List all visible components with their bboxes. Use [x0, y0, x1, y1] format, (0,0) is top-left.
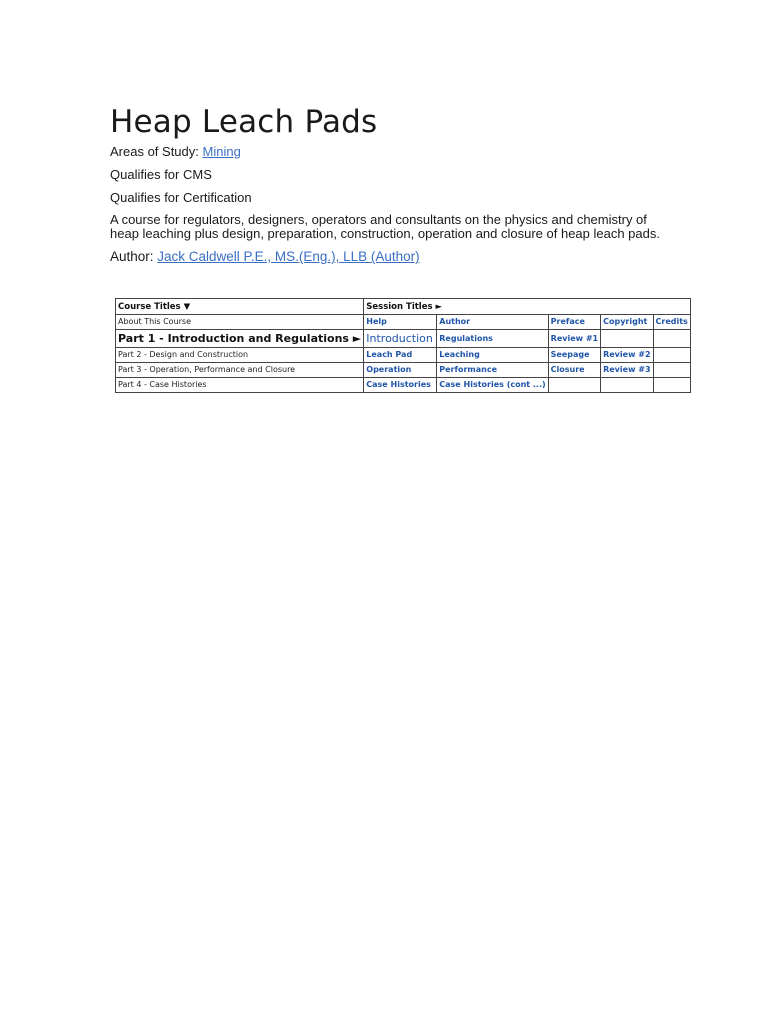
- session-leach-pad[interactable]: Leach Pad: [364, 348, 437, 363]
- areas-of-study: [110, 144, 670, 159]
- session-preface[interactable]: Preface: [548, 315, 600, 330]
- course-page: [110, 100, 670, 264]
- page-title: Heap Leach Pads: [110, 104, 378, 140]
- table-row: [116, 330, 691, 348]
- course-description: A course for regulators, designers, operators and consultants on the physics and chemistry of heap leaching plus design, preparation, construction, operation and closure of heap leach pads.: [110, 212, 660, 241]
- course-part-1[interactable]: Part 1 - Introduction and Regulations ►: [116, 330, 364, 348]
- areas-label: Areas of Study:: [110, 144, 203, 159]
- table-row: [116, 378, 691, 393]
- qualifies-cms-text: Qualifies for CMS: [110, 167, 212, 182]
- author-link[interactable]: Jack Caldwell P.E., MS.(Eng.), LLB (Author): [157, 249, 420, 264]
- session-author[interactable]: Author: [437, 315, 548, 330]
- course-part-2[interactable]: Part 2 - Design and Construction: [116, 348, 364, 363]
- empty-cell: [653, 378, 690, 393]
- session-operation[interactable]: Operation: [364, 363, 437, 378]
- course-about[interactable]: About This Course: [116, 315, 364, 330]
- session-introduction[interactable]: Introduction: [364, 330, 437, 348]
- session-regulations[interactable]: Regulations: [437, 330, 548, 348]
- session-closure[interactable]: Closure: [548, 363, 600, 378]
- session-credits[interactable]: Credits: [653, 315, 690, 330]
- author-line: [110, 249, 670, 264]
- author-label: Author:: [110, 249, 158, 264]
- session-copyright[interactable]: Copyright: [601, 315, 653, 330]
- table-row: [116, 363, 691, 378]
- session-seepage[interactable]: Seepage: [548, 348, 600, 363]
- empty-cell: [548, 378, 600, 393]
- session-review-3[interactable]: Review #3: [601, 363, 653, 378]
- course-part-3[interactable]: Part 3 - Operation, Performance and Closure: [116, 363, 364, 378]
- session-case-histories[interactable]: Case Histories: [364, 378, 437, 393]
- empty-cell: [653, 348, 690, 363]
- mining-link[interactable]: Mining: [202, 144, 241, 159]
- empty-cell: [653, 363, 690, 378]
- session-leaching[interactable]: Leaching: [437, 348, 548, 363]
- session-case-histories-cont[interactable]: Case Histories (cont ...): [437, 378, 548, 393]
- table-header-row: [116, 299, 691, 315]
- session-help[interactable]: Help: [364, 315, 437, 330]
- course-navigation-table: [115, 298, 691, 393]
- session-titles-header: Session Titles ►: [364, 299, 691, 315]
- session-review-1[interactable]: Review #1: [548, 330, 600, 348]
- qualifies-certification-text: Qualifies for Certification: [110, 190, 252, 205]
- session-performance[interactable]: Performance: [437, 363, 548, 378]
- empty-cell: [601, 330, 653, 348]
- empty-cell: [653, 330, 690, 348]
- course-titles-header: Course Titles ▼: [116, 299, 364, 315]
- course-part-4[interactable]: Part 4 - Case Histories: [116, 378, 364, 393]
- table-row: [116, 315, 691, 330]
- session-review-2[interactable]: Review #2: [601, 348, 653, 363]
- empty-cell: [601, 378, 653, 393]
- table-row: [116, 348, 691, 363]
